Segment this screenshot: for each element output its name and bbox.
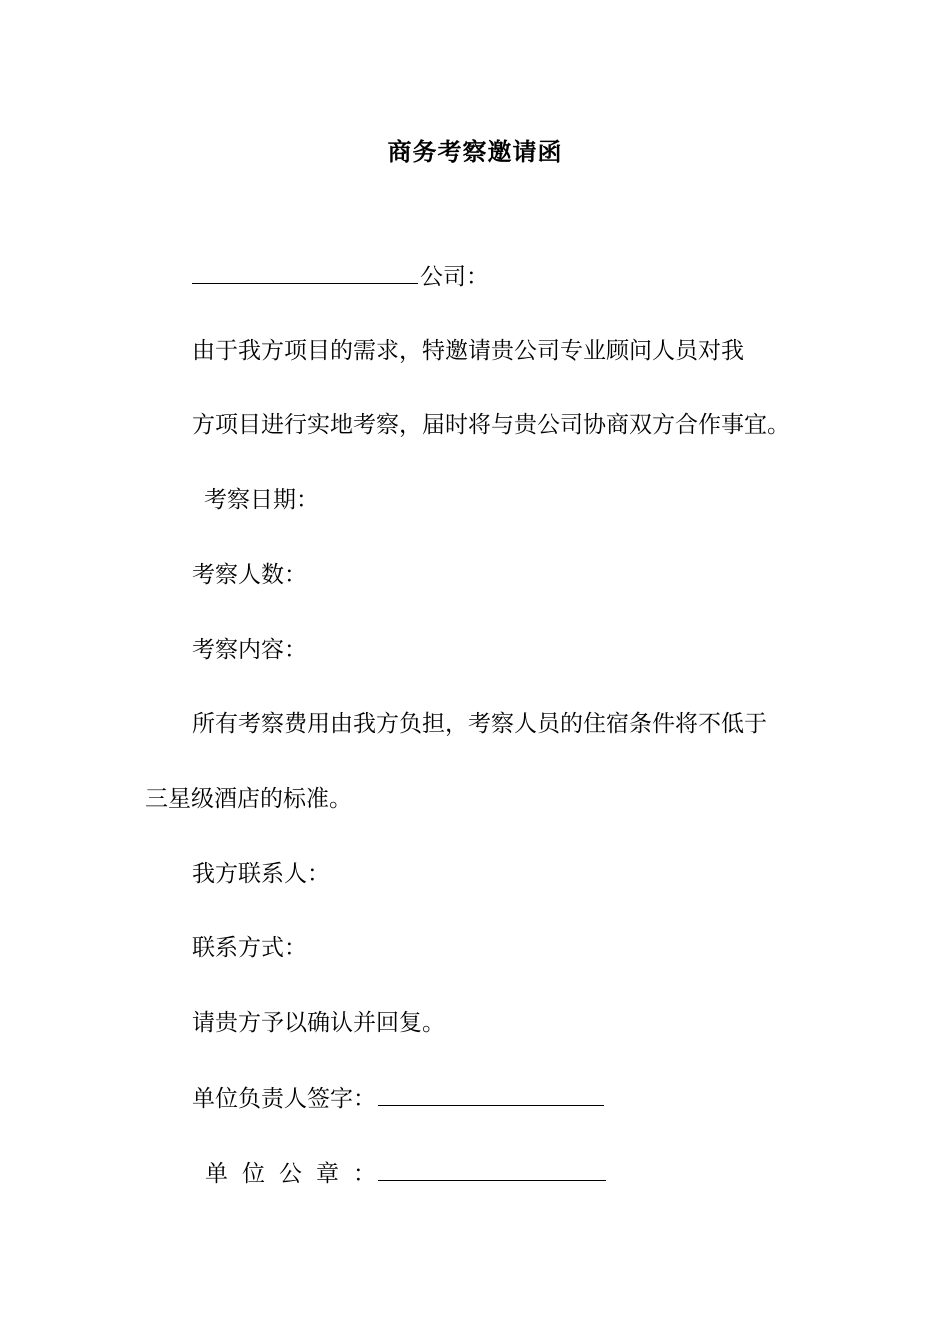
- visit-people-label: 考察人数：: [192, 562, 307, 588]
- paragraph1-line1: 由于我方项目的需求，特邀请贵公司专业顾问人员对我: [192, 338, 744, 364]
- salutation-line: [192, 261, 489, 292]
- salutation-suffix: 公司：: [420, 264, 489, 290]
- visit-date-label: 考察日期：: [204, 487, 319, 513]
- document-title: 商务考察邀请函: [387, 137, 563, 166]
- seal-label: 单位公章: [205, 1161, 353, 1187]
- confirm-request: 请贵方予以确认并回复。: [192, 1010, 445, 1036]
- signature-blank[interactable]: [378, 1083, 604, 1106]
- seal-label-colon: ：: [353, 1161, 376, 1187]
- seal-blank[interactable]: [378, 1158, 606, 1181]
- visit-content-label: 考察内容：: [192, 637, 307, 663]
- signature-label: 单位负责人签字：: [192, 1086, 376, 1112]
- contact-person-label: 我方联系人：: [192, 861, 330, 887]
- paragraph2-line1: 所有考察费用由我方负担，考察人员的住宿条件将不低于: [192, 711, 767, 737]
- signature-line: [192, 1083, 604, 1114]
- paragraph1-line2: 方项目进行实地考察，届时将与贵公司协商双方合作事宜。: [192, 412, 790, 438]
- paragraph2-line2: 三星级酒店的标准。: [145, 786, 352, 812]
- contact-method-label: 联系方式：: [192, 935, 307, 961]
- seal-line: [205, 1158, 606, 1189]
- company-name-blank[interactable]: [192, 261, 418, 284]
